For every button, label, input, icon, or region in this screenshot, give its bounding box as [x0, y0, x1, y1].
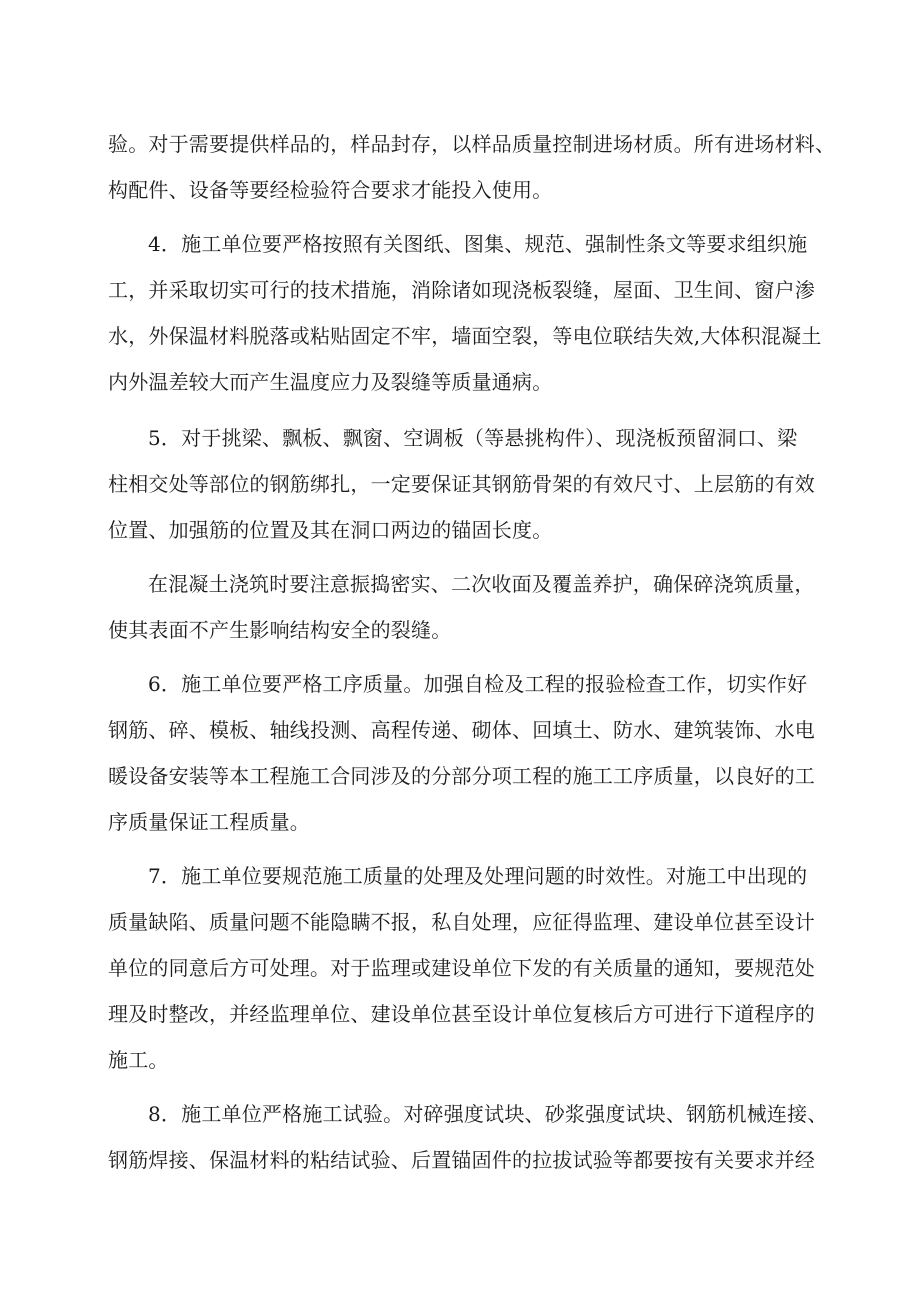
paragraph-7-line-3: 单位的同意后方可处理。对于监理或建设单位下发的有关质量的通知，要规范处 — [108, 956, 815, 980]
paragraph-concrete-line-1: 在混凝土浇筑时要注意振捣密实、二次收面及覆盖养护，确保碎浇筑质量， — [148, 572, 815, 596]
text-line-1: 验。对于需要提供样品的，样品封存，以样品质量控制进场材质。所有进场材料、 — [108, 132, 836, 156]
paragraph-5-line-2: 柱相交处等部位的钢筋绑扎，一定要保证其钢筋骨架的有效尺寸、上层筋的有效 — [108, 472, 815, 496]
paragraph-7-line-1: 7．施工单位要规范施工质量的处理及处理问题的时效性。对施工中出现的 — [148, 864, 808, 888]
paragraph-8-line-1: 8．施工单位严格施工试验。对碎强度试块、砂浆强度试块、钢筋机械连接、 — [148, 1102, 828, 1126]
paragraph-4-line-4: 内外温差较大而产生温度应力及裂缝等质量通病。 — [108, 370, 553, 394]
paragraph-5-line-3: 位置、加强筋的位置及其在洞口两边的锚固长度。 — [108, 518, 553, 542]
paragraph-7-line-5: 施工。 — [108, 1048, 169, 1072]
paragraph-8-line-2: 钢筋焊接、保温材料的粘结试验、后置锚固件的拉拔试验等都要按有关要求并经 — [108, 1148, 815, 1172]
paragraph-6-line-1: 6．施工单位要严格工序质量。加强自检及工程的报验检查工作，切实作好 — [148, 672, 808, 696]
text-line-2: 构配件、设备等要经检验符合要求才能投入使用。 — [108, 178, 553, 202]
paragraph-5-line-1: 5．对于挑梁、飘板、飘窗、空调板（等悬挑构件）、现浇板预留洞口、梁 — [148, 426, 798, 450]
paragraph-7-line-4: 理及时整改，并经监理单位、建设单位甚至设计单位复核后方可进行下道程序的 — [108, 1002, 815, 1026]
paragraph-6-line-3: 暖设备安装等本工程施工合同涉及的分部分项工程的施工工序质量，以良好的工 — [108, 764, 815, 788]
paragraph-6-line-4: 序质量保证工程质量。 — [108, 810, 310, 834]
paragraph-4-line-3: 水，外保温材料脱落或粘贴固定不牢，墙面空裂，等电位联结失效,大体积混凝土 — [108, 324, 822, 348]
paragraph-4-line-2: 工，并采取切实可行的技术措施，消除诸如现浇板裂缝，屋面、卫生间、窗户渗 — [108, 278, 815, 302]
paragraph-4-line-1: 4．施工单位要严格按照有关图纸、图集、规范、强制性条文等要求组织施 — [148, 232, 808, 256]
paragraph-concrete-line-2: 使其表面不产生影响结构安全的裂缝。 — [108, 618, 452, 642]
paragraph-7-line-2: 质量缺陷、质量问题不能隐瞒不报，私自处理，应征得监理、建设单位甚至设计 — [108, 910, 815, 934]
paragraph-6-line-2: 钢筋、碎、模板、轴线投测、高程传递、砌体、回填土、防水、建筑装饰、水电 — [108, 718, 815, 742]
